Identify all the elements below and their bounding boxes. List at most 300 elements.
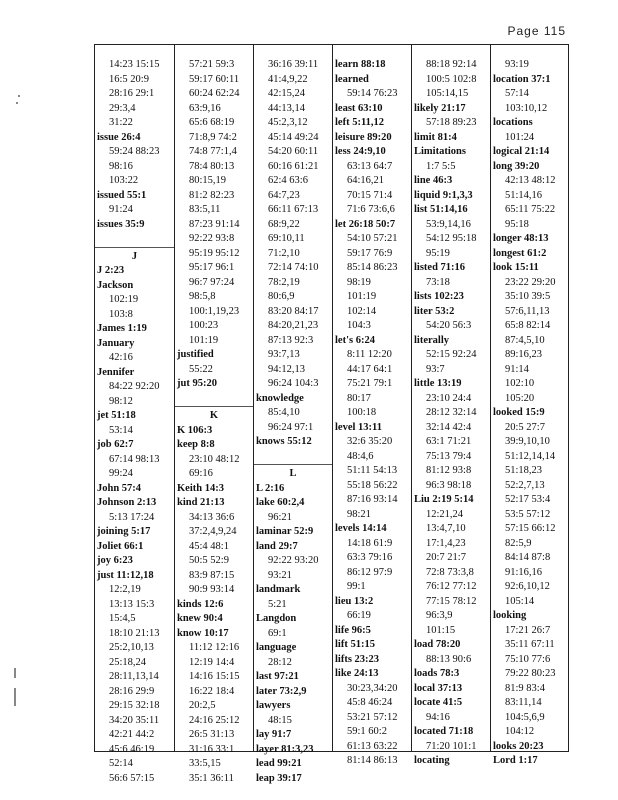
page-reference: 53:21 57:12 bbox=[347, 711, 398, 723]
page-reference: 84:20,21,23 bbox=[268, 320, 319, 331]
index-term: lieu 13:2 bbox=[335, 595, 374, 607]
page-reference: 102:19 bbox=[109, 294, 139, 305]
page-reference: 81:14 86:13 bbox=[347, 755, 398, 766]
page-reference: 94:12,13 bbox=[268, 363, 306, 375]
page-reference: 104:12 bbox=[505, 726, 535, 737]
page-reference: 80:6,9 bbox=[268, 291, 295, 302]
index-column-2 bbox=[174, 45, 253, 784]
page-reference: 69:16 bbox=[189, 468, 213, 479]
index-term: least 63:10 bbox=[335, 102, 383, 114]
index-term: L 2:16 bbox=[256, 482, 285, 494]
page-reference: 87:23 91:14 bbox=[189, 218, 240, 230]
index-term: looked 15:9 bbox=[493, 407, 545, 418]
page-reference: 53:14 bbox=[109, 424, 133, 436]
page-reference: 83:5,11 bbox=[189, 204, 221, 215]
page-reference: 31:22 bbox=[109, 117, 133, 128]
page-reference: 102:10 bbox=[505, 378, 535, 389]
index-term: John 57:4 bbox=[97, 482, 142, 494]
index-term: issues 35:9 bbox=[97, 218, 145, 230]
page-reference bbox=[254, 450, 332, 466]
page-reference: 12:21,24 bbox=[426, 508, 464, 520]
page-reference: 89:16,23 bbox=[505, 349, 543, 360]
index-term: land 29:7 bbox=[256, 540, 298, 552]
index-term: James 1:19 bbox=[97, 323, 147, 334]
page-reference: 5:13 17:24 bbox=[109, 511, 155, 523]
page-reference: 14:16 15:15 bbox=[189, 671, 240, 682]
page-reference: 17:1,4,23 bbox=[426, 537, 466, 549]
page-reference: 50:5 52:9 bbox=[189, 555, 229, 566]
page-reference: 75:10 77:6 bbox=[505, 653, 551, 665]
page-reference: 57:18 89:23 bbox=[426, 117, 477, 128]
page-reference: 44:17 64:1 bbox=[347, 363, 393, 375]
page-reference: 87:13 92:3 bbox=[268, 334, 314, 346]
page-reference: 98:5,8 bbox=[189, 291, 216, 302]
page-reference: 28:16 29:9 bbox=[109, 685, 155, 697]
index-term: life 96:5 bbox=[335, 624, 371, 636]
index-term: literally bbox=[414, 334, 449, 346]
index-term: just 11:12,18 bbox=[97, 569, 154, 581]
page-reference: 62:4 63:6 bbox=[268, 175, 308, 186]
index-term: issued 55:1 bbox=[97, 189, 147, 201]
index-term: learn 88:18 bbox=[335, 59, 386, 70]
page-reference: 39:9,10,10 bbox=[505, 436, 550, 447]
page-reference: 57:15 66:12 bbox=[505, 523, 556, 534]
page-reference: 95:17 96:1 bbox=[189, 262, 235, 273]
letter-header: L bbox=[289, 468, 297, 479]
index-term: looking bbox=[493, 610, 527, 621]
page-reference: 82:5,9 bbox=[505, 537, 532, 549]
index-term: let's 6:24 bbox=[335, 334, 375, 346]
page-reference: 23:10 48:12 bbox=[189, 453, 240, 465]
page-reference: 34:20 35:11 bbox=[109, 714, 160, 726]
index-term: locating bbox=[414, 755, 450, 766]
index-column-6 bbox=[490, 45, 570, 766]
page-reference bbox=[95, 232, 174, 248]
page-reference: 45:2,3,12 bbox=[268, 117, 308, 128]
page-reference: 24:16 25:12 bbox=[189, 714, 240, 726]
page-reference: 101:19 bbox=[189, 334, 219, 346]
index-term: local 37:13 bbox=[414, 682, 463, 694]
page-reference: 13:4,7,10 bbox=[426, 523, 466, 534]
page-reference: 51:18,23 bbox=[505, 465, 543, 476]
page-reference: 45:14 49:24 bbox=[268, 131, 319, 143]
page-reference: 63:9,16 bbox=[189, 102, 221, 114]
page-reference: 88:13 90:6 bbox=[426, 653, 472, 665]
index-term: let 26:18 50:7 bbox=[335, 218, 396, 230]
page-reference: 72:8 73:3,8 bbox=[426, 566, 474, 578]
page-reference: 93:7 bbox=[426, 363, 445, 375]
index-term: Liu 2:19 5:14 bbox=[414, 494, 474, 505]
page-reference: 96:3,9 bbox=[426, 610, 453, 621]
page-reference: 98:12 bbox=[109, 395, 133, 407]
page-reference: 80:15,19 bbox=[189, 175, 227, 186]
page-reference: 100:5 102:8 bbox=[426, 73, 477, 85]
page-reference: 66:19 bbox=[347, 610, 371, 621]
page-reference: 79:22 80:23 bbox=[505, 668, 556, 679]
page-reference: 96:24 97:1 bbox=[268, 421, 314, 433]
page-reference: 57:14 bbox=[505, 88, 529, 99]
page-reference: 56:6 57:15 bbox=[109, 772, 155, 784]
page-reference: 65:8 82:14 bbox=[505, 320, 551, 331]
index-term: keep 8:8 bbox=[177, 439, 215, 450]
page-reference: 16:5 20:9 bbox=[109, 73, 149, 85]
index-term: location 37:1 bbox=[493, 73, 551, 85]
page-reference: 103:22 bbox=[109, 175, 139, 186]
page-reference: 102:14 bbox=[347, 305, 377, 317]
page-reference: 98:21 bbox=[347, 508, 371, 520]
page-reference: 42:16 bbox=[109, 352, 133, 363]
page-reference: 65:11 75:22 bbox=[505, 204, 556, 215]
index-term: level 13:11 bbox=[335, 421, 382, 433]
page-reference: 100:23 bbox=[189, 320, 219, 331]
page-reference: 64:16,21 bbox=[347, 175, 385, 186]
index-term: knows 55:12 bbox=[256, 436, 312, 447]
page-reference: 68:9,22 bbox=[268, 218, 300, 230]
margin-scan-mark bbox=[14, 688, 16, 706]
page-reference: 48:15 bbox=[268, 714, 292, 726]
page-reference: 83:11,14 bbox=[505, 697, 542, 708]
index-term: less 24:9,10 bbox=[335, 146, 386, 157]
page-reference: 101:19 bbox=[347, 291, 377, 302]
page-reference: 54:12 95:18 bbox=[426, 233, 477, 244]
index-term: Jackson bbox=[97, 279, 134, 291]
index-term: Lord 1:17 bbox=[493, 755, 538, 766]
page-reference: 85:4,10 bbox=[268, 407, 300, 418]
index-term: liter 53:2 bbox=[414, 305, 455, 317]
page-reference: 12:19 14:4 bbox=[189, 656, 235, 668]
page-reference: 1:7 5:5 bbox=[426, 160, 456, 172]
page-reference: 52:2,7,13 bbox=[505, 479, 545, 491]
index-term: lifts 23:23 bbox=[335, 653, 380, 665]
page-reference: 17:21 26:7 bbox=[505, 624, 551, 636]
index-term: left 5:11,12 bbox=[335, 117, 384, 128]
index-term: kind 21:13 bbox=[177, 497, 225, 508]
page-reference: 28:11,13,14 bbox=[109, 671, 159, 682]
index-term: like 24:13 bbox=[335, 668, 379, 679]
page-reference: 13:13 15:3 bbox=[109, 598, 155, 610]
page-reference: 93:21 bbox=[268, 569, 292, 581]
index-term: limit 81:4 bbox=[414, 131, 457, 143]
letter-header: K bbox=[209, 410, 219, 421]
page-reference: 32:6 35:20 bbox=[347, 436, 393, 447]
page-reference: 54:10 57:21 bbox=[347, 233, 398, 244]
page-reference: 35:11 67:11 bbox=[505, 639, 555, 650]
page-reference: 29:3,4 bbox=[109, 102, 136, 114]
page-reference: 76:12 77:12 bbox=[426, 581, 477, 592]
page-reference: 85:14 86:23 bbox=[347, 262, 398, 273]
page-reference: 20:2,5 bbox=[189, 700, 216, 711]
index-term: joy 6:23 bbox=[97, 555, 133, 566]
index-term: located 71:18 bbox=[414, 726, 474, 737]
page-reference: 92:22 93:8 bbox=[189, 233, 235, 244]
page-reference: 20:7 21:7 bbox=[426, 552, 466, 563]
page-reference: 101:24 bbox=[505, 131, 535, 143]
page-reference: 105:20 bbox=[505, 392, 535, 404]
page-reference: 8:11 12:20 bbox=[347, 349, 392, 360]
page-reference: 25:2,10,13 bbox=[109, 642, 154, 653]
page-reference: 81:2 82:23 bbox=[189, 189, 235, 201]
index-term: Limitations bbox=[414, 146, 466, 157]
index-term: long 39:20 bbox=[493, 160, 540, 172]
page-reference: 23:22 29:20 bbox=[505, 276, 556, 288]
page-reference: 63:3 79:16 bbox=[347, 552, 393, 563]
page-reference: 96:7 97:24 bbox=[189, 276, 235, 288]
index-term: list 51:14,16 bbox=[414, 204, 468, 215]
page-reference: 44:13,14 bbox=[268, 102, 306, 114]
page-reference: 100:1,19,23 bbox=[189, 305, 240, 317]
page-reference: 14:18 61:9 bbox=[347, 537, 393, 549]
index-column-1 bbox=[95, 45, 174, 784]
page-reference: 67:14 98:13 bbox=[109, 453, 160, 465]
page-reference: 105:14,15 bbox=[426, 88, 469, 99]
page-reference: 20:5 27:7 bbox=[505, 421, 545, 433]
page-reference: 101:15 bbox=[426, 624, 456, 636]
page-reference: 83:20 84:17 bbox=[268, 305, 319, 317]
page-reference: 72:14 74:10 bbox=[268, 262, 319, 273]
page-reference: 5:21 bbox=[268, 598, 287, 610]
page-reference: 51:14,16 bbox=[505, 189, 543, 201]
page-reference: 61:13 63:22 bbox=[347, 740, 398, 752]
page-reference: 33:5,15 bbox=[189, 758, 221, 769]
index-term: jut 95:20 bbox=[177, 378, 217, 389]
page-reference: 54:20 60:11 bbox=[268, 146, 319, 157]
index-term: lists 102:23 bbox=[414, 291, 464, 302]
index-term: looks 20:23 bbox=[493, 740, 544, 752]
page-reference: 91:16,16 bbox=[505, 566, 543, 578]
index-term: listed 71:16 bbox=[414, 262, 466, 273]
page-reference: 16:22 18:4 bbox=[189, 685, 235, 697]
index-term: locate 41:5 bbox=[414, 697, 463, 708]
page-reference: 70:15 71:4 bbox=[347, 189, 393, 201]
page-reference: 95:19 95:12 bbox=[189, 247, 240, 259]
page-reference bbox=[175, 392, 253, 408]
page-reference: 18:10 21:13 bbox=[109, 627, 160, 639]
page-reference: 92:22 93:20 bbox=[268, 555, 319, 566]
page-number: Page 115 bbox=[507, 24, 566, 38]
page-reference: 87:4,5,10 bbox=[505, 334, 545, 346]
page-reference: 36:16 39:11 bbox=[268, 59, 319, 70]
page-reference: 35:10 39:5 bbox=[505, 291, 551, 302]
index-term: locations bbox=[493, 117, 533, 128]
index-term: load 78:20 bbox=[414, 639, 461, 650]
page-reference: 103:8 bbox=[109, 308, 133, 320]
index-term: lay 91:7 bbox=[256, 729, 292, 740]
page-reference: 52:17 53:4 bbox=[505, 494, 551, 505]
page-reference: 45:4 48:1 bbox=[189, 540, 229, 552]
page-reference: 100:18 bbox=[347, 407, 377, 418]
page-reference: 57:21 59:3 bbox=[189, 59, 235, 70]
page-reference: 91:24 bbox=[109, 204, 133, 215]
page-reference: 83:9 87:15 bbox=[189, 569, 235, 581]
index-term: lawyers bbox=[256, 700, 291, 711]
page-reference: 98:16 bbox=[109, 160, 133, 172]
page-reference: 60:24 62:24 bbox=[189, 88, 240, 99]
index-column-4 bbox=[332, 45, 411, 766]
page-reference: 59:17 76:9 bbox=[347, 247, 393, 259]
page-reference: 51:12,14,14 bbox=[505, 450, 556, 462]
page-reference: 96:24 104:3 bbox=[268, 378, 319, 389]
page-reference: 69:10,11 bbox=[268, 233, 305, 244]
page-reference: 90:9 93:14 bbox=[189, 584, 235, 595]
index-term: Joliet 66:1 bbox=[97, 540, 144, 552]
page-reference: 103:10,12 bbox=[505, 102, 548, 114]
page-reference: 96:21 bbox=[268, 511, 292, 523]
page-reference: 66:11 67:13 bbox=[268, 204, 319, 215]
page-reference: 74:8 77:1,4 bbox=[189, 146, 237, 157]
index-term: layer 81:3,23 bbox=[256, 743, 314, 755]
page-reference: 98:19 bbox=[347, 276, 371, 288]
page-reference: 30:23,34:20 bbox=[347, 682, 398, 694]
page-reference: 51:11 54:13 bbox=[347, 465, 398, 476]
index-term: language bbox=[256, 642, 297, 653]
page-reference: 94:16 bbox=[426, 711, 450, 723]
page-reference: 23:10 24:4 bbox=[426, 392, 472, 404]
margin-scan-mark bbox=[14, 668, 16, 678]
index-term: leap 39:17 bbox=[256, 772, 302, 784]
index-term: loads 78:3 bbox=[414, 668, 460, 679]
page-reference: 35:1 36:11 bbox=[189, 772, 234, 784]
page-reference: 59:24 88:23 bbox=[109, 146, 160, 157]
page-reference: 93:7,13 bbox=[268, 349, 300, 360]
page-reference: 75:13 79:4 bbox=[426, 450, 472, 462]
index-term: lift 51:15 bbox=[335, 639, 375, 650]
page-reference: 52:14 bbox=[109, 758, 133, 769]
page-reference: 25:18,24 bbox=[109, 656, 147, 668]
index-term: longer 48:13 bbox=[493, 233, 549, 244]
page-reference: 26:5 31:13 bbox=[189, 729, 235, 740]
index-term: levels 14:14 bbox=[335, 523, 387, 534]
page-reference: 29:15 32:18 bbox=[109, 700, 160, 711]
page-reference: 53:5 57:12 bbox=[505, 508, 551, 520]
page-reference: 93:19 bbox=[505, 59, 529, 70]
page-reference: 11:12 12:16 bbox=[189, 642, 240, 653]
page-reference: 54:20 56:3 bbox=[426, 320, 472, 331]
page-reference: 75:21 79:1 bbox=[347, 378, 393, 389]
page-reference: 15:4,5 bbox=[109, 613, 136, 624]
index-term: leisure 89:20 bbox=[335, 131, 392, 143]
index-term: K 106:3 bbox=[177, 424, 213, 436]
page-reference: 60:16 61:21 bbox=[268, 160, 319, 172]
index-term: laminar 52:9 bbox=[256, 526, 314, 537]
scan-speck bbox=[16, 102, 18, 104]
page-reference: 52:15 92:24 bbox=[426, 349, 477, 360]
index-term: know 10:17 bbox=[177, 627, 229, 639]
index-term: knew 90:4 bbox=[177, 613, 223, 624]
page-reference: 71:20 101:1 bbox=[426, 740, 477, 752]
page-reference: 63:13 64:7 bbox=[347, 160, 393, 172]
index-term: January bbox=[97, 337, 135, 349]
index-term: Keith 14:3 bbox=[177, 482, 224, 494]
page-reference: 34:13 36:6 bbox=[189, 511, 235, 523]
page-reference: 53:9,14,16 bbox=[426, 218, 471, 230]
index-term: issue 26:4 bbox=[97, 131, 141, 143]
page-reference: 95:19 bbox=[426, 247, 450, 259]
page-reference: 91:14 bbox=[505, 363, 529, 375]
index-term: joining 5:17 bbox=[97, 526, 151, 537]
page-reference: 78:2,19 bbox=[268, 276, 300, 288]
index-term: line 46:3 bbox=[414, 175, 453, 186]
scan-speck bbox=[18, 95, 20, 97]
page-reference: 32:14 42:4 bbox=[426, 421, 472, 433]
page-reference: 78:4 80:13 bbox=[189, 160, 235, 172]
page-reference: 71:8,9 74:2 bbox=[189, 131, 237, 143]
page-reference: 71:6 73:6,6 bbox=[347, 204, 395, 215]
page-reference: 87:16 93:14 bbox=[347, 494, 398, 505]
page-reference: 80:17 bbox=[347, 392, 371, 404]
page-reference: 95:18 bbox=[505, 218, 529, 230]
index-column-5 bbox=[411, 45, 490, 766]
page-reference: 84:14 87:8 bbox=[505, 552, 551, 563]
page-reference: 99:24 bbox=[109, 468, 133, 479]
index-term: J 2:23 bbox=[97, 265, 125, 276]
page-reference: 81:12 93:8 bbox=[426, 465, 472, 476]
page-reference: 105:14 bbox=[505, 595, 535, 607]
index-term: landmark bbox=[256, 584, 301, 595]
page-reference: 28:16 29:1 bbox=[109, 88, 155, 99]
page-reference: 42:13 48:12 bbox=[505, 175, 556, 186]
index-term: Jennifer bbox=[97, 366, 135, 378]
page-reference: 69:1 bbox=[268, 627, 287, 639]
page-reference: 71:2,10 bbox=[268, 247, 300, 259]
page-reference: 104:5,6,9 bbox=[505, 711, 545, 723]
page-reference: 57:6,11,13 bbox=[505, 305, 550, 317]
page-reference: 64:7,23 bbox=[268, 189, 300, 201]
index-term: Johnson 2:13 bbox=[97, 497, 157, 508]
page-reference: 42:21 44:2 bbox=[109, 729, 155, 740]
index-column-3 bbox=[253, 45, 332, 784]
index-term: little 13:19 bbox=[414, 378, 462, 389]
page-reference: 88:18 92:14 bbox=[426, 59, 477, 70]
page-reference: 73:18 bbox=[426, 276, 450, 288]
index-term: jet 51:18 bbox=[97, 410, 136, 421]
page-reference: 63:1 71:21 bbox=[426, 436, 472, 447]
page-reference: 37:2,4,9,24 bbox=[189, 526, 237, 537]
index-term: liquid 9:1,3,3 bbox=[414, 189, 473, 201]
page-reference: 59:17 60:11 bbox=[189, 73, 240, 85]
page-reference: 77:15 78:12 bbox=[426, 595, 477, 607]
index-term: logical 21:14 bbox=[493, 146, 550, 157]
index-term: longest 61:2 bbox=[493, 247, 547, 259]
page-reference: 99:1 bbox=[347, 581, 366, 592]
page-reference: 12:2,19 bbox=[109, 584, 141, 595]
index-term: knowledge bbox=[256, 392, 304, 404]
page-reference: 45:6 46:19 bbox=[109, 743, 155, 755]
page-reference: 28:12 bbox=[268, 656, 292, 668]
page-reference: 41:4,9,22 bbox=[268, 73, 308, 85]
index-table bbox=[94, 44, 569, 784]
page-reference: 104:3 bbox=[347, 320, 371, 331]
page-reference: 84:22 92:20 bbox=[109, 381, 160, 392]
page-reference: 55:22 bbox=[189, 363, 213, 375]
page-reference: 28:12 32:14 bbox=[426, 407, 477, 418]
index-term: likely 21:17 bbox=[414, 102, 466, 114]
page-reference: 59:14 76:23 bbox=[347, 88, 398, 99]
page-reference: 59:1 60:2 bbox=[347, 726, 387, 737]
page-reference: 65:6 68:19 bbox=[189, 117, 235, 128]
index-term: look 15:11 bbox=[493, 262, 539, 273]
letter-header: J bbox=[131, 250, 138, 262]
index-term: later 73:2,9 bbox=[256, 685, 307, 697]
index-term: lake 60:2,4 bbox=[256, 497, 305, 508]
index-term: Langdon bbox=[256, 613, 297, 624]
index-term: justified bbox=[177, 349, 214, 360]
index-term: kinds 12:6 bbox=[177, 598, 224, 610]
index-term: lead 99:21 bbox=[256, 758, 302, 769]
page-reference: 55:18 56:22 bbox=[347, 479, 398, 491]
index-term: learned bbox=[335, 73, 369, 85]
page-reference: 45:8 46:24 bbox=[347, 697, 393, 708]
index-term: last 97:21 bbox=[256, 671, 299, 682]
